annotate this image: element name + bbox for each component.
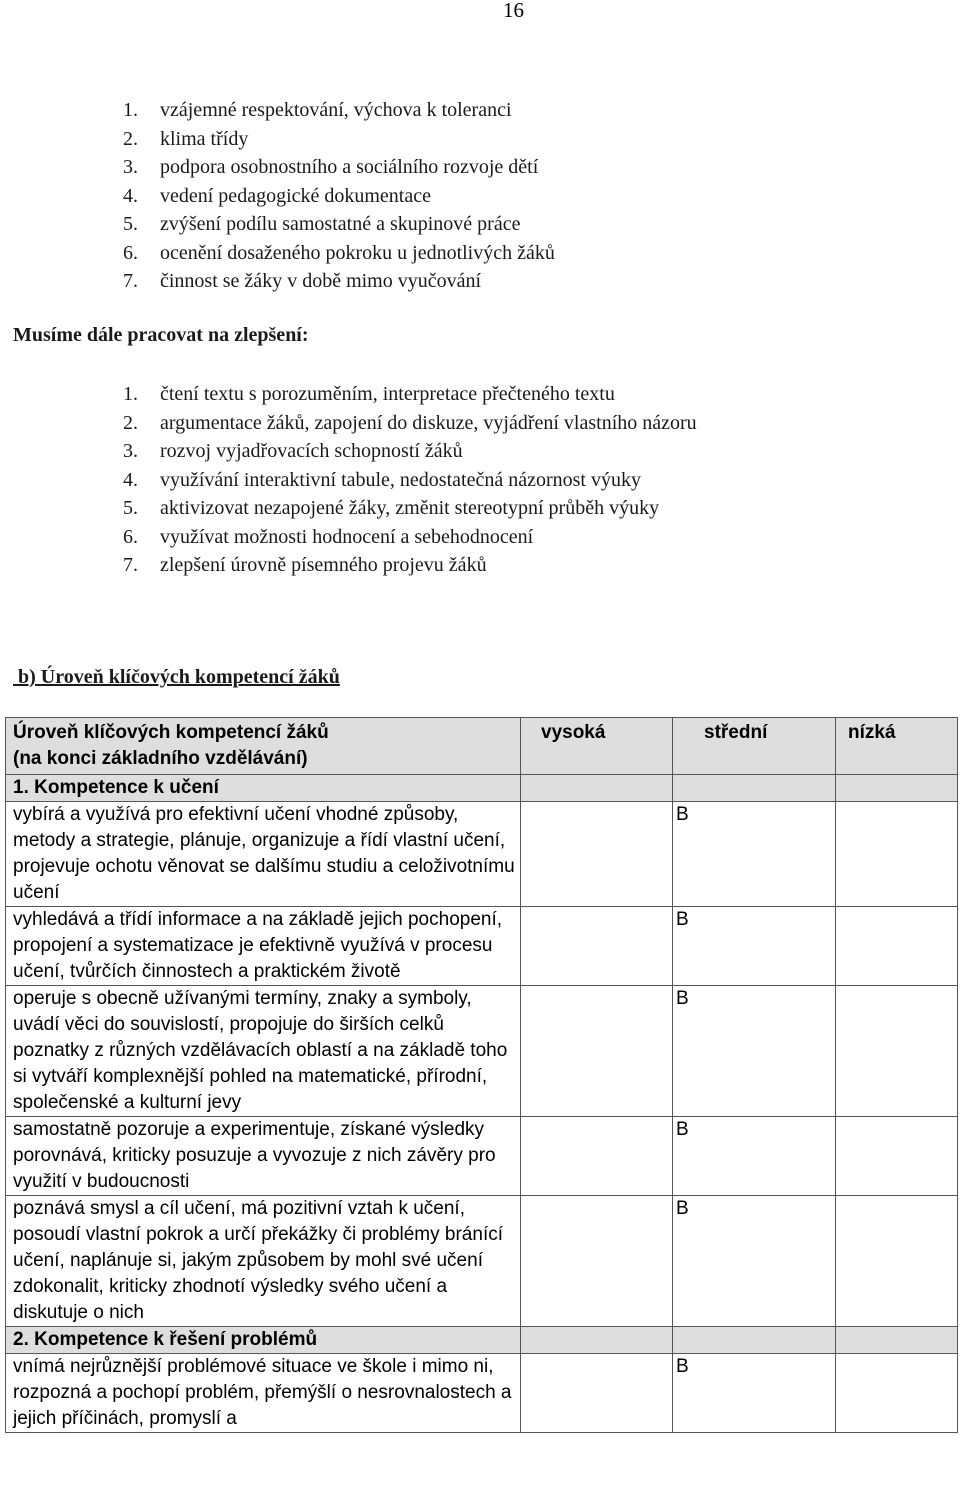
table-row xyxy=(6,1196,958,1327)
competence-text: vyhledává a třídí informace a na základě jejich pochopení, propojení a systematizace je efektivně využívá v procesu učení, tvůrčích činnostech a praktickém životě xyxy=(6,907,521,986)
column-low: nízká xyxy=(836,718,958,775)
list-number: 5. xyxy=(123,213,138,235)
competence-text: operuje s obecně užívanými termíny, znaky a symboly, uvádí věci do souvislostí, propojuje do širších celků poznatky z různých vzdělávacích oblastí a na základě toho si vytváří komplexnější pohled na matematické, přírodní, společenské a kulturní jevy xyxy=(6,986,521,1117)
list-item xyxy=(0,125,555,154)
column-mid: střední xyxy=(673,718,836,775)
list-text: zlepšení úrovně písemného projevu žáků xyxy=(160,554,487,576)
mark-mid: B xyxy=(673,907,836,986)
list-text: využívat možnosti hodnocení a sebehodnocení xyxy=(160,525,534,548)
list-text: aktivizovat nezapojené žáky, změnit stereotypní průběh výuky xyxy=(160,497,660,519)
competence-text: poznává smysl a cíl učení, má pozitivní vztah k učení, posoudí vlastní pokrok a určí překážky či problémy bránící učení, naplánuje si, jakým způsobem by mohl své učení zdokonalit, kriticky zhodnotí výsledky svého učení a diskutuje o nich xyxy=(6,1196,521,1327)
mark-high xyxy=(521,986,673,1117)
mark-low xyxy=(836,1117,958,1196)
list-text: zvýšení podílu samostatné a skupinové práce xyxy=(160,213,521,235)
mark-mid: B xyxy=(673,986,836,1117)
list-number: 4. xyxy=(123,184,138,207)
list-number: 7. xyxy=(123,554,138,576)
mark-low xyxy=(836,1196,958,1327)
list-item xyxy=(0,153,555,182)
mark-low xyxy=(836,907,958,986)
page-number: 16 xyxy=(503,0,524,22)
list-item xyxy=(0,210,555,239)
list-number: 1. xyxy=(123,99,138,121)
section-row xyxy=(6,1327,958,1354)
list-number: 6. xyxy=(123,525,138,548)
mark-mid: B xyxy=(673,1117,836,1196)
improvement-heading: Musíme dále pracovat na zlepšení: xyxy=(13,324,309,346)
list-item xyxy=(0,182,555,211)
list-item xyxy=(0,239,555,268)
list-item xyxy=(0,267,555,296)
table-row xyxy=(6,1354,958,1433)
improvements-list xyxy=(0,380,697,580)
list-number: 2. xyxy=(123,411,138,434)
competence-text: vybírá a využívá pro efektivní učení vhodné způsoby, metody a strategie, plánuje, organizuje a řídí vlastní učení, projevuje ochotu věnovat se dalšímu studiu a celoživotnímu učení xyxy=(6,802,521,907)
list-item xyxy=(0,96,555,125)
table-row xyxy=(6,802,958,907)
mark-mid: B xyxy=(673,1354,836,1433)
list-number: 3. xyxy=(123,440,138,462)
mark-mid: B xyxy=(673,1196,836,1327)
list-item xyxy=(0,409,697,438)
mark-high xyxy=(521,1117,673,1196)
list-number: 6. xyxy=(123,241,138,264)
mark-low xyxy=(836,986,958,1117)
list-text: vedení pedagogické dokumentace xyxy=(160,184,431,207)
list-text: ocenění dosaženého pokroku u jednotlivých žáků xyxy=(160,241,555,264)
table-header-title xyxy=(6,718,521,775)
mark-low xyxy=(836,802,958,907)
mark-low xyxy=(836,1354,958,1433)
list-text: činnost se žáky v době mimo vyučování xyxy=(160,270,482,292)
list-item xyxy=(0,466,697,495)
list-text: vzájemné respektování, výchova k toleranci xyxy=(160,99,512,121)
list-text: rozvoj vyjadřovacích schopností žáků xyxy=(160,440,463,462)
column-high: vysoká xyxy=(521,718,673,775)
list-text: klima třídy xyxy=(160,127,249,150)
mark-high xyxy=(521,1196,673,1327)
header-title-line: (na konci základního vzdělávání) xyxy=(13,748,308,769)
mark-high xyxy=(521,802,673,907)
list-text: čtení textu s porozuměním, interpretace přečteného textu xyxy=(160,383,615,405)
competence-table xyxy=(5,717,958,1433)
table-row xyxy=(6,986,958,1117)
list-item xyxy=(0,494,697,523)
section-row xyxy=(6,775,958,802)
list-item xyxy=(0,523,697,552)
list-text: podpora osobnostního a sociálního rozvoje dětí xyxy=(160,156,539,178)
mark-mid: B xyxy=(673,802,836,907)
table-row xyxy=(6,907,958,986)
list-number: 5. xyxy=(123,497,138,519)
section-title: 2. Kompetence k řešení problémů xyxy=(6,1327,521,1354)
list-item xyxy=(0,380,697,409)
list-text: argumentace žáků, zapojení do diskuze, vyjádření vlastního názoru xyxy=(160,411,697,434)
section-b-heading: b) Úroveň klíčových kompetencí žáků xyxy=(13,666,340,688)
mark-high xyxy=(521,1354,673,1433)
header-title-line: Úroveň klíčových kompetencí žáků xyxy=(13,722,329,743)
list-number: 7. xyxy=(123,270,138,292)
list-number: 2. xyxy=(123,127,138,150)
list-text: využívání interaktivní tabule, nedostatečná názornost výuky xyxy=(160,468,641,491)
mark-high xyxy=(521,907,673,986)
table-header-row xyxy=(6,718,958,775)
list-number: 1. xyxy=(123,383,138,405)
list-item xyxy=(0,551,697,580)
competence-text: samostatně pozoruje a experimentuje, získané výsledky porovnává, kriticky posuzuje a vyvozuje z nich závěry pro využití v budoucnosti xyxy=(6,1117,521,1196)
section-title: 1. Kompetence k učení xyxy=(6,775,521,802)
list-number: 3. xyxy=(123,156,138,178)
list-number: 4. xyxy=(123,468,138,491)
strengths-list xyxy=(0,96,555,296)
list-item xyxy=(0,437,697,466)
table-row xyxy=(6,1117,958,1196)
competence-text: vnímá nejrůznější problémové situace ve škole i mimo ni, rozpozná a pochopí problém, přemýšlí o nesrovnalostech a jejich příčinách, promyslí a xyxy=(6,1354,521,1433)
